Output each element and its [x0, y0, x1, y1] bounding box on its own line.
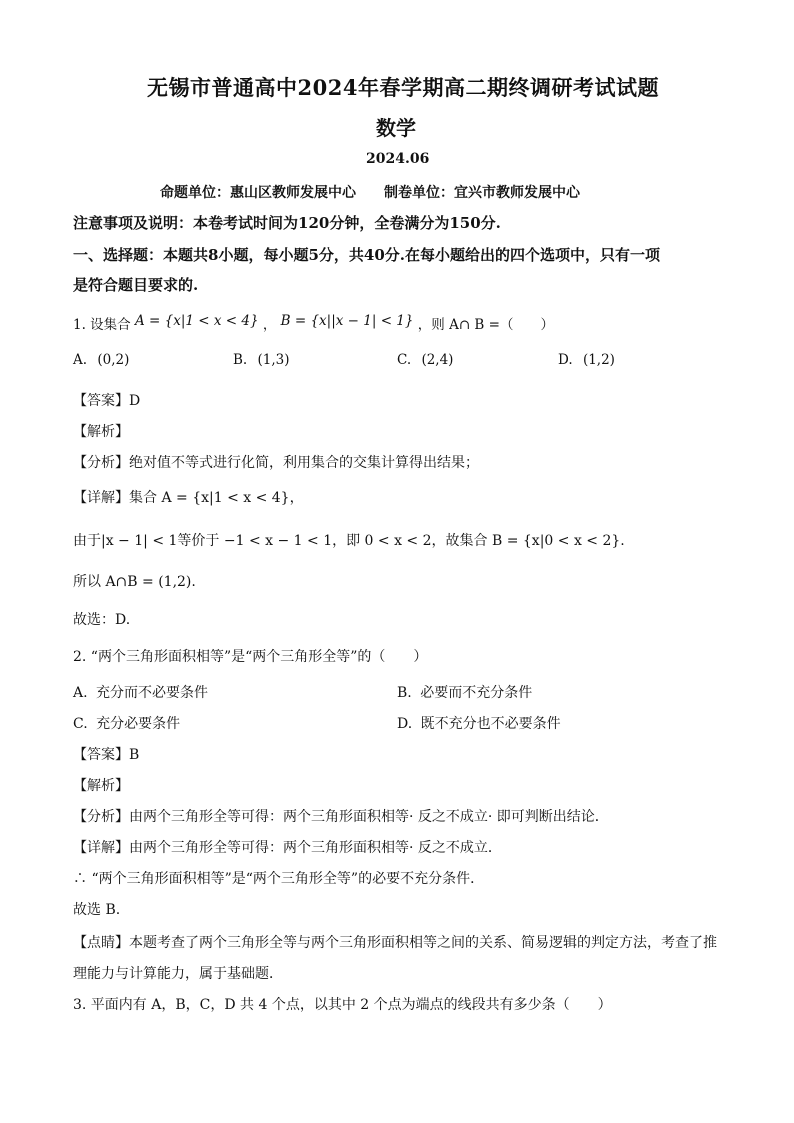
- q2-dianjing-tag: 【点睛】: [73, 935, 129, 951]
- q2-answer: [73, 744, 139, 764]
- q1-stem: [73, 313, 554, 333]
- q2-analysis-tag: 【解析】: [73, 778, 129, 794]
- exam-title: 无锡市普通高中2024年春学期高二期终调研考试试题: [147, 75, 659, 100]
- q2-detail-tag: 【详解】: [73, 840, 129, 856]
- q1-option-d-label: D.: [558, 352, 573, 368]
- q1-option-c-label: C.: [397, 352, 412, 368]
- q2-therefore: ∴ “两个三角形面积相等”是“两个三角形全等”的必要不充分条件．: [73, 871, 485, 887]
- q1-detail-3: 所以 A∩B = (1,2).: [73, 574, 196, 590]
- q1-detail-1-text: 集合 A = {x|1 < x < 4}，: [129, 490, 304, 506]
- section-heading-line1: 一、选择题：本题共8小题，每小题5分，共40分.在每小题给出的四个选项中，只有一项: [73, 246, 660, 264]
- q2-conclusion: 故选 B.: [73, 902, 121, 918]
- section-heading-line2: 是符合题目要求的.: [73, 276, 199, 294]
- q2-option-c: [73, 713, 180, 733]
- q1-detail-2: 由于|x − 1| < 1等价于 −1 < x − 1 < 1，即 0 < x < 2，故集合 B = {x|0 < x < 2}.: [73, 533, 625, 549]
- q2-detail-text: 由两个三角形全等可得：两个三角形面积相等· 反之不成立．: [129, 840, 502, 856]
- q1-fenxi-text: 绝对值不等式进行化简，利用集合的交集计算得出结果；: [129, 455, 479, 471]
- q2-detail: [73, 837, 502, 857]
- q2-option-a-value: 充分而不必要条件: [96, 685, 209, 701]
- q1-sep: ，: [262, 317, 277, 333]
- q1-option-d-value: (1,2): [582, 352, 615, 368]
- q1-option-d: [558, 352, 615, 368]
- q1-detail-tag: 【详解】: [73, 490, 129, 506]
- q2-fenxi-tag: 【分析】: [73, 809, 129, 825]
- exam-date: 2024.06: [366, 151, 430, 167]
- q1-fenxi: [73, 452, 479, 472]
- q1-set-a: A = {x|1 < x < 4}: [134, 313, 259, 329]
- q1-conclusion: 故选：D.: [73, 612, 131, 628]
- q2-fenxi-text: 由两个三角形全等可得：两个三角形面积相等· 反之不成立· 即可判断出结论．: [129, 809, 609, 825]
- q1-option-a-label: A.: [73, 352, 88, 368]
- exam-notice: 注意事项及说明：本卷考试时间为120分钟，全卷满分为150分.: [73, 214, 501, 232]
- q2-option-d-label: D.: [397, 716, 413, 732]
- q2-option-b-value: 必要而不充分条件: [420, 685, 533, 701]
- q1-analysis-tag: 【解析】: [73, 424, 129, 440]
- q1-answer-tag: 【答案】: [73, 393, 129, 409]
- q3-stem: 3. 平面内有 A，B，C，D 共 4 个点，以其中 2 个点为端点的线段共有多少条（ ）: [73, 997, 612, 1013]
- q1-option-b: [233, 352, 290, 368]
- q2-answer-value: B: [129, 747, 140, 763]
- q1-option-b-value: (1,3): [257, 352, 290, 368]
- q1-answer-value: D: [129, 393, 141, 409]
- q1-fenxi-tag: 【分析】: [73, 455, 129, 471]
- q2-option-a-label: A.: [73, 685, 88, 701]
- q1-stem-prefix: 1. 设集合: [73, 317, 131, 333]
- q1-option-a: [73, 352, 129, 368]
- q2-option-a: [73, 682, 208, 702]
- q2-option-d-value: 既不充分也不必要条件: [420, 716, 561, 732]
- q2-fenxi: [73, 806, 609, 826]
- q1-answer: [73, 390, 140, 410]
- q2-answer-tag: 【答案】: [73, 747, 129, 763]
- q2-dianjing-1: [73, 932, 717, 952]
- q1-detail-1: [73, 487, 304, 507]
- q2-option-c-label: C.: [73, 716, 88, 732]
- exam-units: 命题单位：惠山区教师发展中心 制卷单位：宜兴市教师发展中心: [160, 185, 580, 201]
- q1-set-b: B = {x||x − 1| < 1}: [280, 313, 414, 329]
- q1-option-a-value: (0,2): [97, 352, 130, 368]
- q1-option-c: [397, 352, 453, 368]
- q2-stem: 2. “两个三角形面积相等”是“两个三角形全等”的（ ）: [73, 649, 428, 665]
- q2-option-d: [397, 713, 561, 733]
- q1-option-c-value: (2,4): [421, 352, 454, 368]
- q2-option-b: [397, 682, 532, 702]
- q1-option-b-label: B.: [233, 352, 248, 368]
- q2-option-c-value: 充分必要条件: [96, 716, 181, 732]
- q2-option-b-label: B.: [397, 685, 412, 701]
- q1-stem-suffix: ，则 A∩ B =（ ）: [417, 317, 554, 333]
- q2-dianjing-2: 理能力与计算能力，属于基础题．: [73, 966, 283, 982]
- q2-dianjing-1-text: 本题考查了两个三角形全等与两个三角形面积相等之间的关系、简易逻辑的判定方法，考查了推: [129, 935, 717, 951]
- subject-title: 数学: [376, 116, 416, 140]
